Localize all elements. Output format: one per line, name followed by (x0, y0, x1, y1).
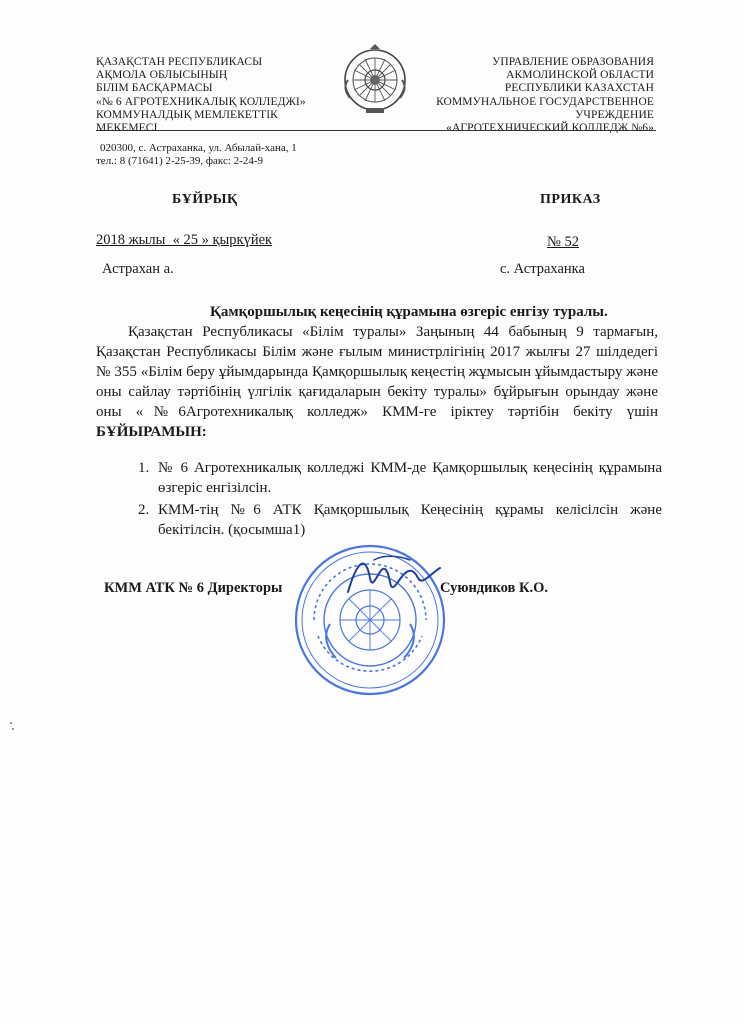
item-text: № 6 Агротехникалық колледжі КММ-де Қамқоршылық кеңесінің құрамына өзгеріс енгізілсін. (158, 460, 662, 496)
order-word: БҰЙЫРАМЫН: (96, 424, 207, 440)
header-divider (96, 130, 656, 131)
header-right-block (394, 56, 654, 135)
item-number: 2. (138, 502, 150, 518)
header-right-line: АКМОЛИНСКОЙ ОБЛАСТИ (506, 69, 654, 82)
header-right-line: УЧРЕЖДЕНИЕ (575, 108, 654, 121)
place-russian: с. Астраханка (500, 261, 585, 277)
header-left-line: КОММУНАЛДЫҚ МЕМЛЕКЕТТІК (96, 108, 278, 121)
header-left-line: ҚАЗАҚСТАН РЕСПУБЛИКАСЫ (96, 56, 263, 68)
header-left-block (96, 56, 336, 135)
title-kazakh: БҰЙРЫҚ (172, 192, 238, 207)
header-left-line: АҚМОЛА ОБЛЫСЫНЫҢ (96, 69, 228, 82)
order-number: № 52 (547, 234, 579, 250)
order-date: 2018 жылы « 25 » қыркүйек (96, 232, 273, 248)
item-text: КММ-тің №6 АТК Қамқоршылық Кеңесінің құрамы келісілсін және бекітілсін. (қосымша1) (158, 502, 662, 538)
header-left-line: БІЛІМ БАСҚАРМАСЫ (96, 82, 213, 95)
order-items-list (96, 458, 662, 542)
list-item (96, 500, 662, 540)
header-left-line: «№ 6 АГРОТЕХНИКАЛЫҚ КОЛЛЕДЖІ» (96, 95, 306, 108)
header-right-line: КОММУНАЛЬНОЕ ГОСУДАРСТВЕННОЕ (436, 95, 654, 108)
signatory-name: Суюндиков К.О. (440, 580, 549, 596)
scan-speck (10, 722, 12, 724)
place-kazakh: Астрахан а. (102, 261, 174, 277)
title-russian: ПРИКАЗ (540, 192, 601, 207)
header-right-line: РЕСПУБЛИКИ КАЗАХСТАН (504, 82, 654, 95)
phone-text: тел.: 8 (71641) 2-25-39, факс: 2-24-9 (96, 155, 263, 167)
order-subject: Қамқоршылық кеңесінің құрамына өзгеріс енгізу туралы. (210, 304, 608, 320)
preamble-text: Қазақстан Республикасы «Білім туралы» Заңының 44 бабының 9 тармағын, Қазақстан Республикасы Білім және ғылым министрлігінің 2017 жылғы 27 шілдедегі № 355 «Білім беру ұйымдарында Қамқоршылық кеңестің жұмысын ұйымдастыру және оны сайлау тәртібінің үлгілік қағидаларын бекіту туралы» бұйрығын орындау және оны «№6Агротехникалық колледж» КММ-ге іріктеу тәртібін бекіту үшін (96, 324, 658, 420)
address-text: 020300, с. Астраханка, ул. Абылай-хана, 1 (100, 142, 297, 154)
header-contacts (96, 142, 297, 168)
header-right-line: УПРАВЛЕНИЕ ОБРАЗОВАНИЯ (492, 56, 654, 68)
order-preamble (96, 322, 658, 442)
list-item (96, 458, 662, 498)
item-number: 1. (138, 460, 150, 476)
scan-speck (12, 728, 14, 730)
header-right-line: «АГРОТЕХНИЧЕСКИЙ КОЛЛЕДЖ №6» (446, 122, 654, 135)
header-left-line: МЕКЕМЕСІ (96, 122, 158, 135)
signatory-position: КММ АТК № 6 Директоры (104, 580, 283, 596)
handwritten-signature-icon (340, 548, 450, 608)
